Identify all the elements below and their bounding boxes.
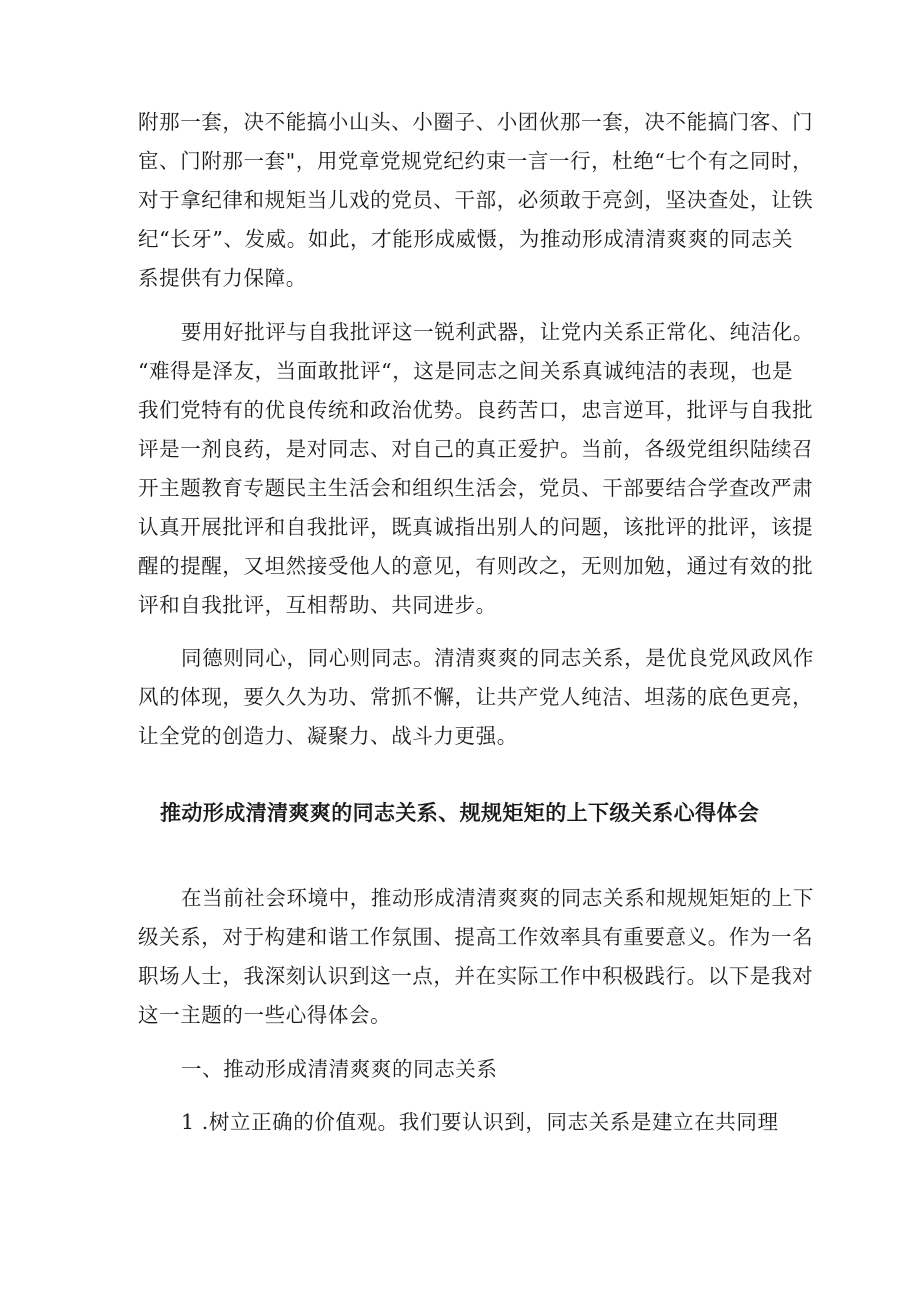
paragraph-1-line-3: 对于拿纪律和规矩当儿戏的党员、干部，必须敢于亮剑，坚决查处，让铁	[138, 188, 814, 212]
paragraph-2-line-6: 认真开展批评和自我批评，既真诚指出别人的问题，该批评的批评，该提	[138, 515, 814, 539]
paragraph-1-line-4: 纪“长牙”、发威。如此，才能形成威慑，为推动形成清清爽爽的同志关	[138, 227, 794, 251]
paragraph-1-line-1: 附那一套，决不能搞小山头、小圈子、小团伙那一套，决不能搞门客、门	[138, 110, 814, 134]
paragraph-2-line-4: 评是一剂良药，是对同志、对自己的真正爱护。当前，各级党组织陆续召	[138, 437, 814, 461]
paragraph-2-line-8: 评和自我批评，互相帮助、共同进步。	[138, 593, 497, 617]
paragraph-2-line-2: “难得是泽友，当面敢批评“，这是同志之间关系真诚纯洁的表现，也是	[138, 359, 794, 383]
paragraph-3-line-1: 同德则同心，同心则同志。清清爽爽的同志关系，是优良党风政风作	[181, 646, 814, 670]
paragraph-1-line-5: 系提供有力保障。	[138, 266, 307, 290]
paragraph-2-line-1: 要用好批评与自我批评这一锐利武器，让党内关系正常化、纯洁化。	[181, 320, 814, 344]
intro-line-4: 这一主题的一些心得体会。	[138, 1003, 392, 1027]
intro-line-3: 职场人士，我深刻认识到这一点，并在实际工作中积极践行。以下是我对	[138, 964, 814, 988]
paragraph-2-line-5: 开主题教育专题民主生活会和组织生活会，党员、干部要结合学查改严肃	[138, 476, 814, 500]
paragraph-3-line-3: 让全党的创造力、凝聚力、战斗力更强。	[138, 724, 518, 748]
list-item-1: 1 .树立正确的价值观。我们要认识到，同志关系是建立在共同理	[181, 1110, 779, 1134]
subheading-1: 一、推动形成清清爽爽的同志关系	[181, 1057, 498, 1081]
paragraph-2-line-3: 我们党特有的优良传统和政治优势。良药苦口，忠言逆耳，批评与自我批	[138, 398, 814, 422]
section-title: 推动形成清清爽爽的同志关系、规规矩矩的上下级关系心得体会	[160, 800, 760, 825]
paragraph-1-line-2: 宦、门附那一套"，用党章党规党纪约束一言一行，杜绝“七个有之同时，	[138, 149, 814, 173]
paragraph-3-line-2: 风的体现，要久久为功、常抓不懈，让共产党人纯洁、坦荡的底色更亮，	[138, 685, 814, 709]
paragraph-2-line-7: 醒的提醒，又坦然接受他人的意见，有则改之，无则加勉，通过有效的批	[138, 554, 814, 578]
intro-line-1: 在当前社会环境中，推动形成清清爽爽的同志关系和规规矩矩的上下	[181, 886, 814, 910]
intro-line-2: 级关系，对于构建和谐工作氛围、提高工作效率具有重要意义。作为一名	[138, 925, 814, 949]
